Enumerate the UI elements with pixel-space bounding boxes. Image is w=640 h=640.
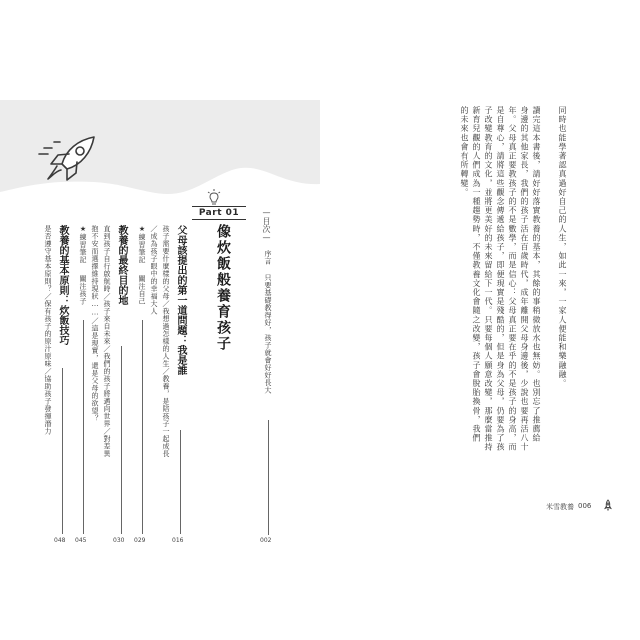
section-1-sub1: 孩子需要什麼樣的父母／我想過怎樣的人生／教養，是陪孩子一起成長 — [162, 225, 170, 458]
rocket-icon — [36, 134, 98, 182]
section-2-note-text[interactable]: 關注孩子 — [79, 275, 87, 305]
section-3-page: 048 — [54, 537, 66, 544]
section-2-note-label: ★練習筆記 — [79, 225, 87, 264]
body-column-6: 子改變教育的文化，並將更美好的未來留給下一代。只要每個人願意改變，那麼當推持 — [484, 106, 493, 452]
section-1-note-page: 029 — [134, 537, 146, 544]
small-rocket-icon — [602, 499, 614, 511]
preface-page: 002 — [260, 537, 272, 544]
body-column-5: 是自尊心，請將這些觀念傳遞給孩子，即便現實是殘酷的，但是身為父母，仍要為了孩 — [496, 106, 505, 452]
section-2-note-page: 045 — [75, 537, 87, 544]
leader-line — [121, 346, 122, 534]
section-1-page: 016 — [172, 537, 184, 544]
leader-line — [62, 368, 63, 534]
lightbulb-icon — [206, 188, 222, 206]
preface-label: 序言 — [264, 250, 272, 265]
folio-label: 米雪教養 — [546, 503, 574, 511]
body-column-4: 年。父母真正要教孩子的不是數學，而是信心：父母真正要在乎的不是孩子的身高，而 — [508, 106, 517, 452]
leader-line — [180, 430, 181, 534]
body-page — [320, 100, 640, 540]
preface-title[interactable]: 只要基礎教得好，孩子就會好好長大 — [264, 274, 272, 394]
section-1-note-label: ★練習筆記 — [138, 225, 146, 264]
section-1-title[interactable]: 父母該提出的第一道問題：我是誰 — [175, 225, 186, 375]
body-column-8: 的未來也會有所轉變。 — [460, 106, 469, 197]
toc-page — [0, 100, 320, 544]
section-3-title[interactable]: 教養的基本原則：炊飯技巧 — [57, 225, 68, 345]
section-2-page: 030 — [113, 537, 125, 544]
folio-page-number: 006 — [578, 502, 592, 510]
body-column-2: 讀完這本書後，請好好落實教養的基本，其餘的事稍微放水也無妨。也別忘了推薦給 — [532, 106, 541, 443]
section-3-sub1: 是否遵守基本原則？／保有孩子的原汁原味／協助孩子發揮潛力 — [44, 225, 52, 435]
leader-line — [83, 320, 84, 534]
toc-heading: —目次— — [262, 208, 271, 242]
section-2-title[interactable]: 教養的最終目的地 — [116, 225, 127, 305]
leader-line — [268, 420, 269, 535]
leader-line — [142, 320, 143, 534]
body-column-1: 同時也能學著認真過好自己的人生，如此一來，一家人便能和樂融融。 — [558, 106, 567, 389]
body-column-7: 新育兒觀的人們成為一種趨勢時，不僅教養文化會隨之改變，孩子會脫胎換骨，我們 — [472, 106, 481, 443]
body-column-3: 身邊的其他家長，我們的孩子活在百歲時代，成年離開父母身邊後，少說也要再活八十 — [520, 106, 529, 452]
part-title: 像炊飯般養育孩子 — [215, 224, 231, 352]
section-1-note-text[interactable]: 關注自己 — [138, 275, 146, 305]
section-2-sub2: 抱不安而選擇維持現狀……／這是現實，還是父母的欲望？ — [91, 225, 99, 422]
section-2-sub1: 直到孩子自行啟航時／孩子來自未來／我們的孩子將邁向世界／對差異 — [103, 225, 111, 458]
part-label: Part 01 — [192, 206, 246, 220]
section-1-sub2: ／成為孩子眼中的幸福大人 — [150, 225, 158, 315]
